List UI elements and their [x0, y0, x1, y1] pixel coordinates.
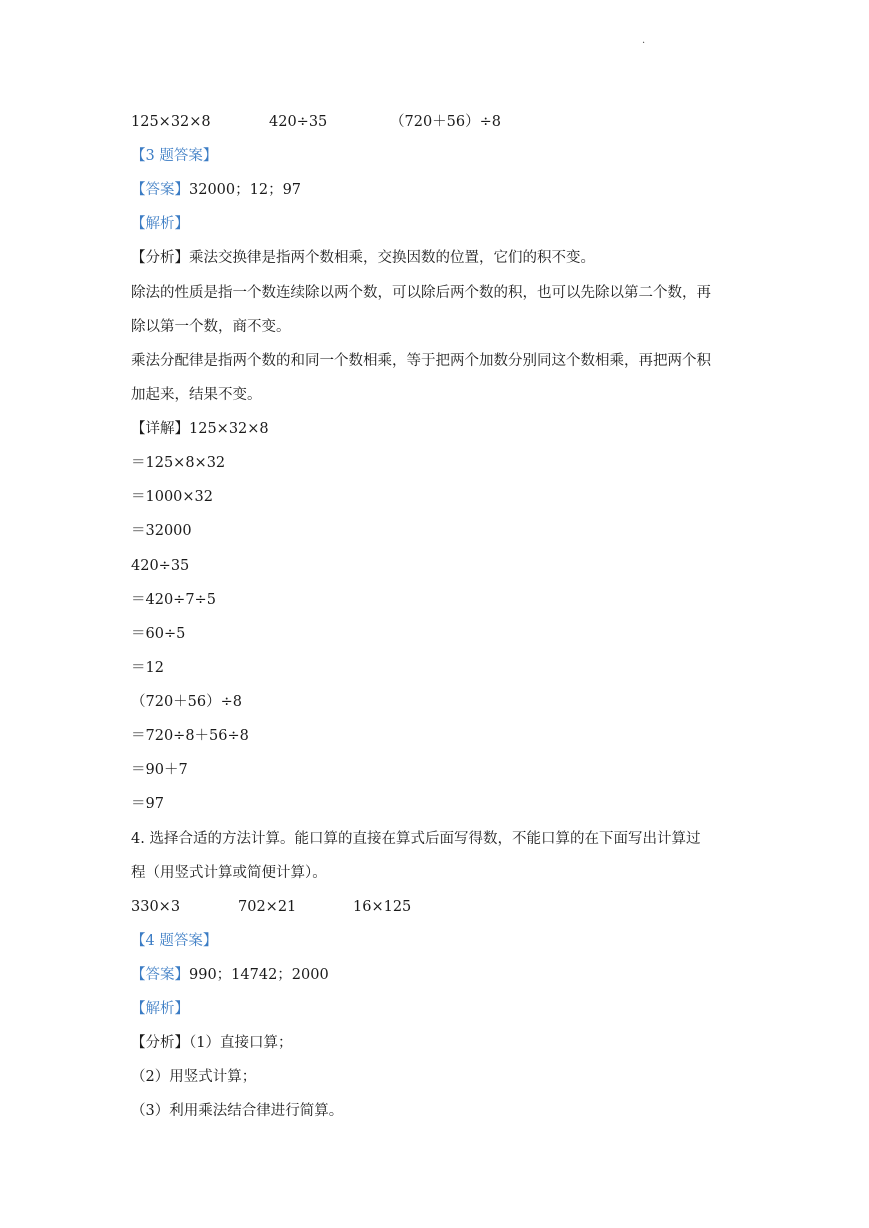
q3-expression-row	[131, 112, 501, 132]
detail-step-4: ＝32000	[131, 523, 192, 539]
detail-step-10: ＝720÷8＋56÷8	[131, 728, 249, 744]
q4-answer-header: 【4 题答案】	[131, 933, 218, 949]
detail-step-1: 125×32×8	[189, 421, 269, 437]
detail-step-6: ＝420÷7÷5	[131, 592, 216, 608]
analysis-item-3: （3）利用乘法结合律进行简算。	[131, 1103, 344, 1119]
q4-expression-3: 16×125	[353, 899, 412, 915]
q3-expression-2: 420÷35	[269, 114, 328, 130]
detail-step-3: ＝1000×32	[131, 489, 214, 505]
detail-step-9: （720＋56）÷8	[131, 694, 243, 710]
detail-step-11: ＝90＋7	[131, 762, 188, 778]
q3-expression-1: 125×32×8	[131, 114, 211, 130]
answer-text: 990；14742；2000	[189, 967, 329, 983]
detail-step-12: ＝97	[131, 796, 164, 812]
q4-question-line-2: 程（用竖式计算或简便计算）。	[131, 865, 327, 881]
q3-answer	[131, 180, 301, 200]
q4-expression-2: 702×21	[238, 899, 297, 915]
q3-analysis-line-5: 加起来，结果不变。	[131, 387, 262, 403]
q4-answer	[131, 965, 329, 985]
q3-expression-3: （720＋56）÷8	[390, 114, 502, 130]
q4-expression-row	[131, 897, 411, 917]
analysis-text: 乘法交换律是指两个数相乘，交换因数的位置，它们的积不变。	[189, 250, 595, 266]
q4-analysis-header: 【解析】	[131, 1001, 189, 1017]
answer-text: 32000；12；97	[189, 182, 302, 198]
detail-step-5: 420÷35	[131, 558, 190, 574]
analysis-item-1: （1）直接口算；	[189, 1035, 293, 1051]
q4-question-line-1: 4. 选择合适的方法计算。能口算的直接在算式后面写得数，不能口算的在下面写出计算过	[131, 831, 701, 847]
q3-analysis-header: 【解析】	[131, 216, 189, 232]
header-mark: ·	[642, 38, 646, 49]
q3-analysis-line-2: 除法的性质是指一个数连续除以两个数，可以除后两个数的积，也可以先除以第二个数，再	[131, 285, 711, 301]
detail-step-2: ＝125×8×32	[131, 455, 226, 471]
q3-analysis-line-3: 除以第一个数，商不变。	[131, 319, 291, 335]
q3-analysis-line-4: 乘法分配律是指两个数的和同一个数相乘，等于把两个加数分别同这个数相乘，再把两个积	[131, 353, 711, 369]
q3-detail-line	[131, 419, 269, 439]
detail-label: 【详解】	[131, 421, 189, 437]
analysis-label: 【分析】	[131, 1035, 189, 1051]
answer-label: 【答案】	[131, 182, 189, 198]
detail-step-8: ＝12	[131, 660, 164, 676]
analysis-item-2: （2）用竖式计算；	[131, 1069, 257, 1085]
answer-label: 【答案】	[131, 967, 189, 983]
detail-step-7: ＝60÷5	[131, 626, 186, 642]
q4-expression-1: 330×3	[131, 899, 181, 915]
q4-analysis-line-1	[131, 1033, 292, 1053]
q3-analysis-line-1	[131, 248, 595, 268]
analysis-label: 【分析】	[131, 250, 189, 266]
q3-answer-header: 【3 题答案】	[131, 148, 218, 164]
